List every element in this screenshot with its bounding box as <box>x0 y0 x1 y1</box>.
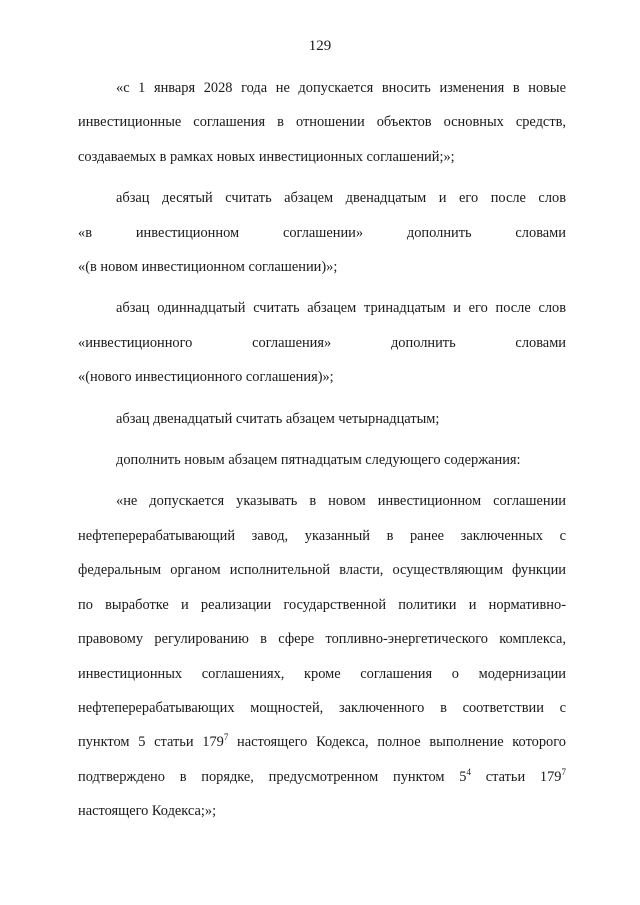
text-line-with-superscript <box>78 760 566 794</box>
text-line: «не допускается указывать в новом инвестиционном соглашении <box>116 493 566 510</box>
text-fragment: настоящего Кодекса, полное выполнение которого <box>228 734 566 751</box>
text-line: «с 1 января 2028 года не допускается вносить изменения в новые <box>116 80 566 96</box>
text-line: настоящего Кодекса;»; <box>78 803 217 820</box>
superscript: 7 <box>223 732 229 743</box>
text-line-with-superscript <box>78 725 566 759</box>
text-line: инвестиционные соглашения в отношении объектов основных средств, <box>78 114 566 131</box>
document-body <box>78 71 566 836</box>
paragraph <box>78 71 566 174</box>
text-line: правовому регулированию в сфере топливно-энергетического комплекса, <box>78 631 566 648</box>
text-fragment: статьи 179 <box>470 768 562 785</box>
paragraph <box>78 291 566 394</box>
text-line: «(нового инвестиционного соглашения)»; <box>78 369 334 386</box>
text-fragment: пунктом 5 статьи 179 <box>78 734 224 751</box>
text-line: абзац одиннадцатый считать абзацем тринадцатым и его после слов <box>116 300 566 317</box>
text-line: дополнить новым абзацем пятнадцатым следующего содержания: <box>116 452 521 469</box>
text-line: «инвестиционного соглашения» дополнить словами <box>78 334 566 351</box>
text-line: нефтеперерабатывающий завод, указанный в ранее заключенных с <box>78 527 566 544</box>
text-line: инвестиционных соглашениях, кроме соглашения о модернизации <box>78 665 566 682</box>
superscript: 4 <box>466 766 471 777</box>
text-line: абзац десятый считать абзацем двенадцатым и его после слов <box>116 190 566 207</box>
paragraph <box>78 181 566 284</box>
paragraph <box>78 484 566 828</box>
text-line: создаваемых в рамках новых инвестиционных соглашений;»; <box>78 148 455 165</box>
text-line: абзац двенадцатый считать абзацем четырнадцатым; <box>116 410 440 427</box>
text-line: нефтеперерабатывающих мощностей, заключенного в соответствии с <box>78 699 566 716</box>
text-line: «в инвестиционном соглашении» дополнить словами <box>78 224 566 241</box>
superscript: 7 <box>561 766 567 777</box>
page-number: 129 <box>308 38 332 54</box>
paragraph <box>78 402 566 436</box>
text-line: по выработке и реализации государственной политики и нормативно- <box>78 596 566 613</box>
text-fragment: подтверждено в порядке, предусмотренном пунктом 5 <box>78 768 467 785</box>
paragraph <box>78 443 566 477</box>
text-line: федеральным органом исполнительной власти, осуществляющим функции <box>78 562 566 579</box>
text-line: «(в новом инвестиционном соглашении)»; <box>78 259 338 276</box>
